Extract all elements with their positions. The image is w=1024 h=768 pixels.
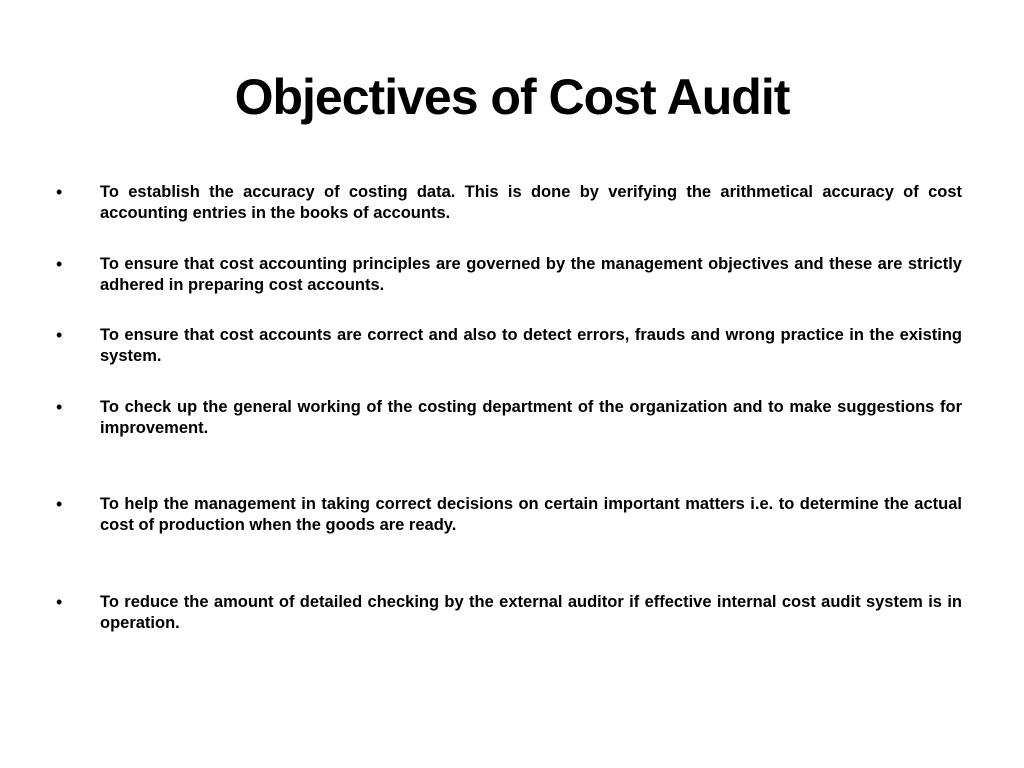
slide-title: Objectives of Cost Audit [234,69,790,125]
bullet-dot-icon: • [56,592,63,612]
bullet-text: To establish the accuracy of costing data. This is done by verifying the arithmetical accuracy of cost accounting entries in the books of accounts. [100,183,962,222]
bullet-text: To reduce the amount of detailed checking by the external auditor if effective internal cost audit system is in operation. [100,593,962,632]
bullet-dot-icon: • [56,254,63,274]
bullet-dot-icon: • [56,182,63,202]
bullet-dot-icon: • [56,494,63,514]
bullet-text: To help the management in taking correct decisions on certain important matters i.e. to determine the actual cost of production when the goods are ready. [100,495,962,534]
bullet-dot-icon: • [56,325,63,345]
bullet-text: To ensure that cost accounts are correct and also to detect errors, frauds and wrong practice in the existing system. [100,326,962,365]
bullet-list [56,0,964,768]
bullet-text: To check up the general working of the costing department of the organization and to make suggestions for improvement. [100,398,962,437]
bullet-text: To ensure that cost accounting principles are governed by the management objectives and these are strictly adhered in preparing cost accounts. [100,255,962,294]
bullet-dot-icon: • [56,397,63,417]
